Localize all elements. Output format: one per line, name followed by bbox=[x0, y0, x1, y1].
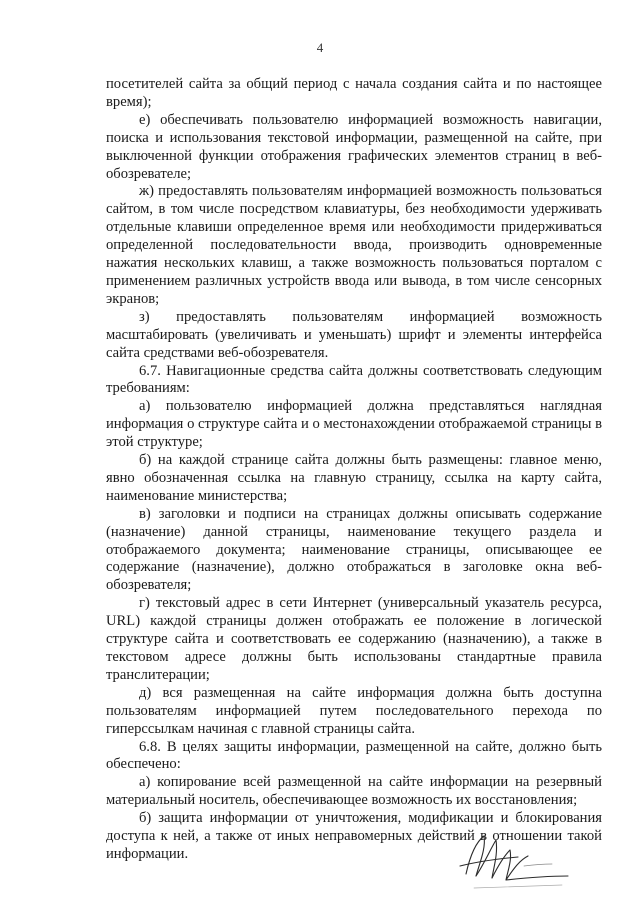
paragraph-6-8-b: б) защита информации от уничтожения, модификации и блокирования доступа к ней, а также от иных неправомерных действий в отношении такой информации. bbox=[106, 810, 602, 862]
paragraph-z: з) предоставлять пользователям информацией возможность масштабировать (увеличивать и уменьшать) шрифт и элементы интерфейса сайта средствами веб-обозревателя. bbox=[106, 308, 602, 361]
document-body bbox=[106, 76, 602, 864]
handwritten-signature-icon bbox=[440, 826, 600, 898]
paragraph-6-8-a: а) копирование всей размещенной на сайте информации на резервный материальный носитель, обеспечивающее возможность их восстановления; bbox=[106, 774, 602, 809]
paragraph-e: е) обеспечивать пользователю информацией возможность навигации, поиска и использования текстовой информации, размещенной на сайте, при выключенной функции отображения графических элементов страниц в веб-обозревателе; bbox=[106, 111, 602, 182]
page-number: 4 bbox=[316, 40, 324, 55]
paragraph-6-7-b: б) на каждой странице сайта должны быть размещены: главное меню, явно обозначенная ссылка на главную страницу, ссылка на карту сайта, наименование министерства; bbox=[106, 452, 602, 504]
paragraph-zh: ж) предоставлять пользователям информацией возможность пользоваться сайтом, в том числе посредством клавиатуры, без необходимости удерживать отдельные клавиши определенное время или необходимости придерживаться определенной последовательности ввода, производить одновременные нажатия нескольких клавиш, а также возможность пользоваться порталом с применением различных устройств ввода или вывода, в том числе сенсорных экранов; bbox=[106, 183, 602, 307]
paragraph-6-7-d: д) вся размещенная на сайте информация должна быть доступна пользователям информацией путем последовательного перехода по гиперссылкам начиная с главной страницы сайта. bbox=[106, 684, 602, 737]
paragraph-6-7-v: в) заголовки и подписи на страницах должны описывать содержание (назначение) данной страницы, наименование текущего раздела и отображаемого документа; наименование страницы, описывающее ее содержание (назначение), должно отображаться в заголовке окна веб-обозревателя; bbox=[106, 505, 602, 594]
section-6-8-heading: 6.8. В целях защиты информации, размещенной на сайте, должно быть обеспечено: bbox=[106, 738, 602, 773]
paragraph-0: посетителей сайта за общий период с начала создания сайта и по настоящее время); bbox=[106, 76, 602, 110]
paragraph-6-7-a: а) пользователю информацией должна представляться наглядная информация о структуре сайта и о местонахождении отображаемой страницы в этой структуре; bbox=[106, 398, 602, 451]
paragraph-6-7-g: г) текстовый адрес в сети Интернет (универсальный указатель ресурса, URL) каждой страницы должен отображать ее положение в логической структуре сайта и соответствовать ее содержанию (назначению), а также в текстовом адресе должны быть использованы стандартные правила транслитерации; bbox=[106, 595, 602, 683]
section-6-7-heading: 6.7. Навигационные средства сайта должны соответствовать следующим требованиям: bbox=[106, 362, 602, 397]
